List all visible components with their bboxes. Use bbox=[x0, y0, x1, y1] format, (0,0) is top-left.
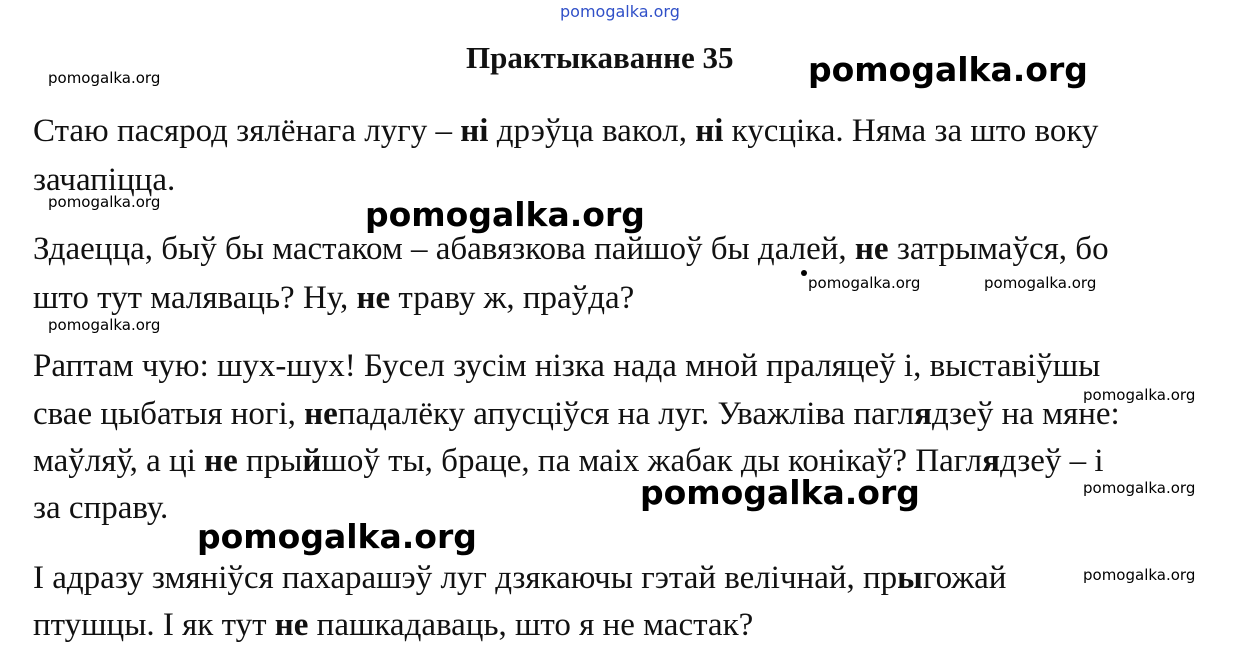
watermark: pomogalka.org bbox=[1083, 479, 1196, 497]
text-segment: падалёку апусціўся на луг. Уважліва пагл bbox=[337, 396, 915, 432]
text-segment: траву ж, праўда? bbox=[390, 280, 635, 316]
bold-segment: ы bbox=[897, 560, 923, 596]
text-line-5 bbox=[33, 348, 1100, 385]
text-segment: што тут маляваць? Ну, bbox=[33, 280, 357, 316]
text-segment: птушцы. І як тут bbox=[33, 607, 275, 643]
text-segment: дзеў – і bbox=[1000, 443, 1104, 479]
text-segment: зачапіцца. bbox=[33, 162, 176, 198]
watermark: pomogalka.org bbox=[808, 274, 921, 292]
text-segment: пры bbox=[237, 443, 303, 479]
top-watermark: pomogalka.org bbox=[560, 2, 680, 21]
text-segment: дзеў на мяне: bbox=[931, 396, 1120, 432]
bold-segment: не bbox=[854, 231, 889, 267]
watermark: pomogalka.org bbox=[1083, 386, 1196, 404]
text-segment: Раптам чую: шух-шух! Бусел зусім нізка нада мной праляцеў і, выставіўшы bbox=[33, 348, 1101, 384]
bold-segment: ні bbox=[695, 113, 724, 149]
watermark-large: pomogalka.org bbox=[640, 473, 920, 512]
text-segment: свае цыбатыя ногі, bbox=[33, 396, 305, 432]
watermark: pomogalka.org bbox=[48, 69, 161, 87]
text-segment: затрымаўся, бо bbox=[888, 231, 1109, 267]
bold-segment: не bbox=[356, 280, 391, 316]
text-segment: Стаю пасярод зялёнага лугу – bbox=[33, 113, 461, 149]
bold-segment: ні bbox=[460, 113, 489, 149]
watermark-large: pomogalka.org bbox=[197, 517, 477, 556]
text-line-3 bbox=[33, 231, 1109, 268]
text-line-6 bbox=[33, 396, 1120, 433]
text-segment: кусціка. Няма за што воку bbox=[723, 113, 1099, 149]
text-segment: шоў ты, браце, па маіх жабак ды конікаў? Пагл bbox=[321, 443, 983, 479]
text-line-9 bbox=[33, 560, 1006, 597]
dot-mark bbox=[801, 270, 807, 276]
bold-segment: я bbox=[914, 396, 932, 432]
text-segment: маўляў, а ці bbox=[33, 443, 205, 479]
text-line-7 bbox=[33, 443, 1104, 480]
text-segment: за справу. bbox=[33, 490, 169, 526]
watermark: pomogalka.org bbox=[48, 316, 161, 334]
watermark-large: pomogalka.org bbox=[808, 50, 1088, 89]
bold-segment: не bbox=[274, 607, 309, 643]
text-segment: пашкадаваць, што я не мастак? bbox=[308, 607, 754, 643]
text-line-10 bbox=[33, 607, 753, 644]
watermark: pomogalka.org bbox=[984, 274, 1097, 292]
text-line-4 bbox=[33, 280, 634, 317]
bold-segment: не bbox=[304, 396, 338, 432]
exercise-title: Практыкаванне 35 bbox=[466, 40, 734, 75]
bold-segment: я bbox=[982, 443, 1000, 479]
watermark-large: pomogalka.org bbox=[365, 195, 645, 234]
text-line-1 bbox=[33, 113, 1098, 150]
text-segment: гожай bbox=[922, 560, 1007, 596]
bold-segment: й bbox=[302, 443, 322, 479]
bold-segment: не bbox=[204, 443, 238, 479]
text-segment: Здаецца, быў бы мастаком – абавязкова пайшоў бы далей, bbox=[33, 231, 855, 267]
watermark: pomogalka.org bbox=[1083, 566, 1196, 584]
watermark: pomogalka.org bbox=[48, 193, 161, 211]
text-segment: дрэўца вакол, bbox=[488, 113, 696, 149]
text-segment: І адразу змяніўся пахарашэў луг дзякаючы гэтай велічнай, пр bbox=[33, 560, 898, 596]
text-line-8 bbox=[33, 490, 168, 527]
